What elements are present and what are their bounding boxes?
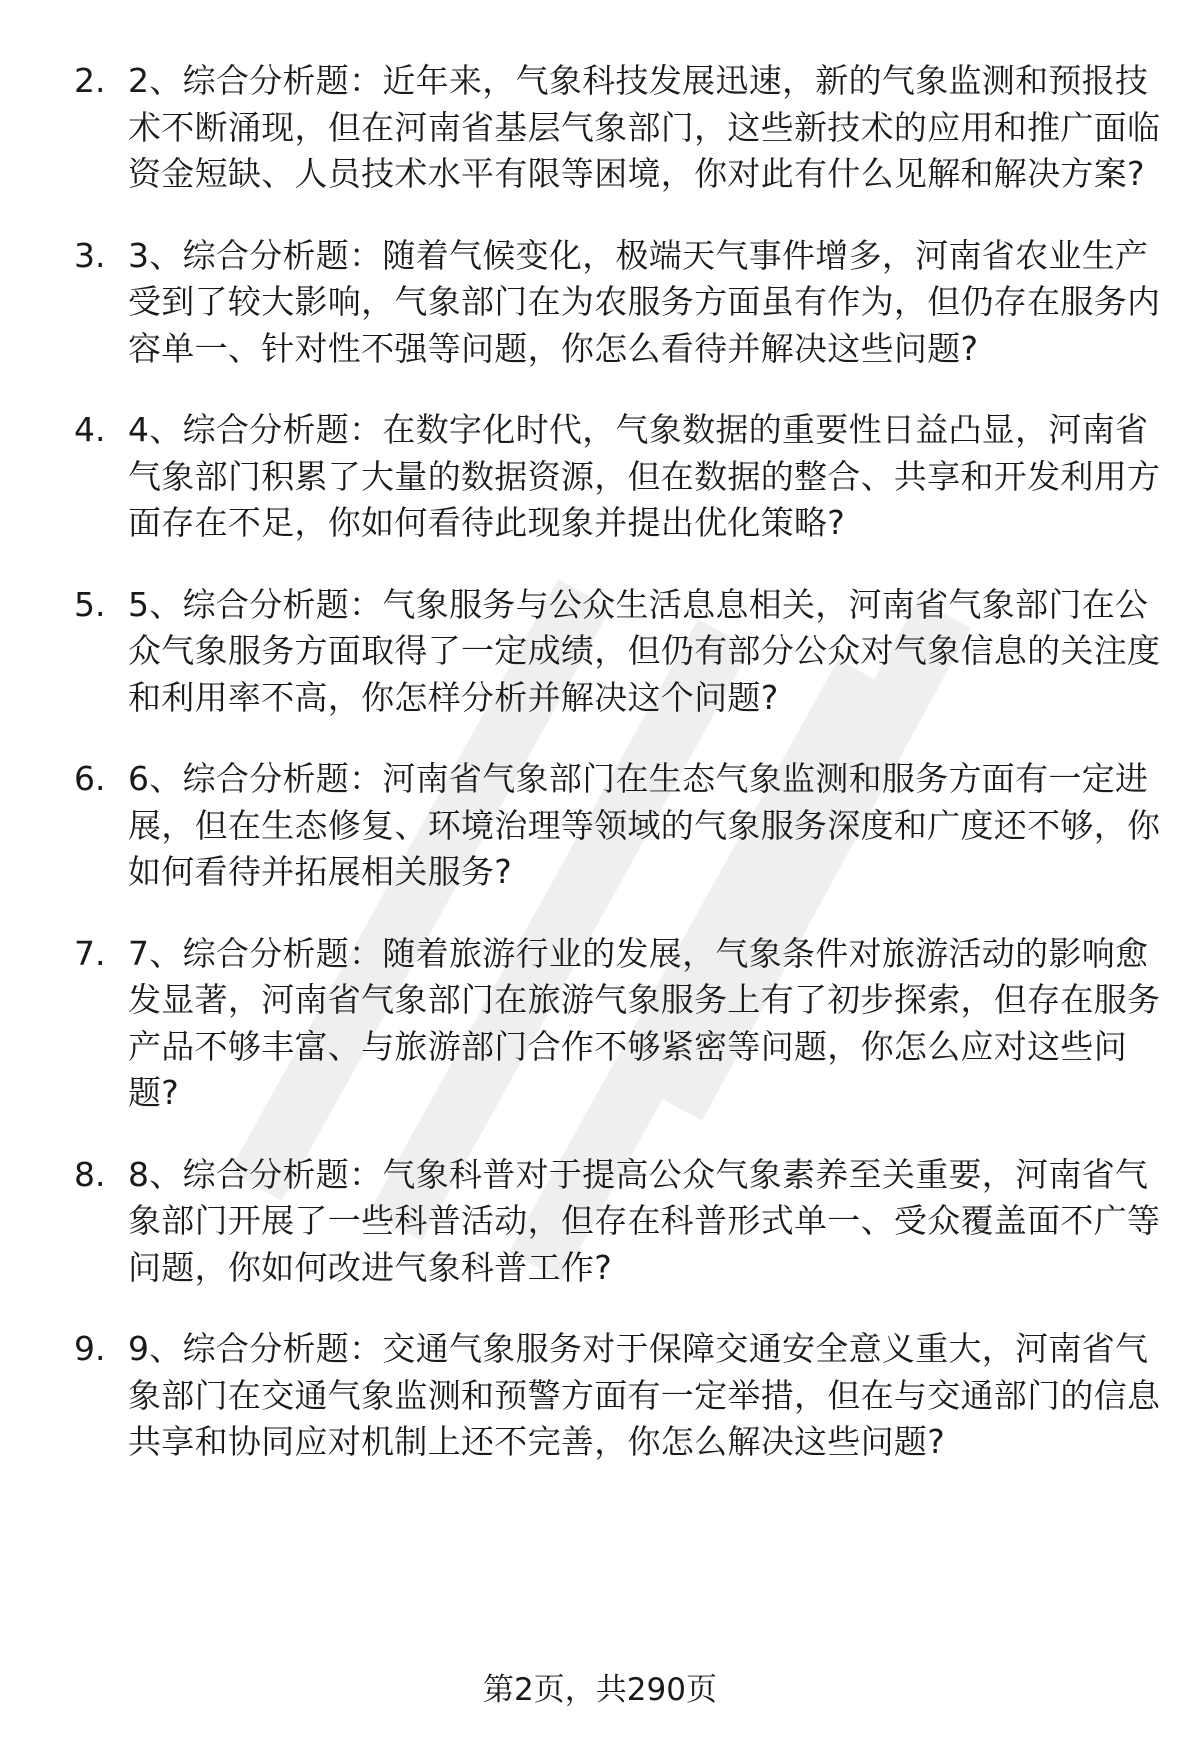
question-text: 6、综合分析题：河南省气象部门在生态气象监测和服务方面有一定进展，但在生态修复、环境治理等领域的气象服务深度和广度还不够，你如何看待并拓展相关服务? <box>128 759 1161 891</box>
question-number: 6. <box>74 759 106 798</box>
question-item <box>0 582 1200 722</box>
question-text: 3、综合分析题：随着气候变化，极端天气事件增多，河南省农业生产受到了较大影响，气象部门在为农服务方面虽有作为，但仍存在服务内容单一、针对性不强等问题，你怎么看待并解决这些问题? <box>128 235 1161 368</box>
question-item <box>0 407 1200 547</box>
question-text: 7、综合分析题：随着旅游行业的发展，气象条件对旅游活动的影响愈发显著，河南省气象部门在旅游气象服务上有了初步探索，但存在服务产品不够丰富、与旅游部门合作不够紧密等问题，你怎么应对这些问题? <box>128 933 1161 1112</box>
question-number: 5. <box>74 584 106 624</box>
question-item <box>0 1326 1200 1466</box>
question-number: 9. <box>74 1329 106 1368</box>
question-item <box>0 233 1200 373</box>
question-text: 9、综合分析题：交通气象服务对于保障交通安全意义重大，河南省气象部门在交通气象监测和预警方面有一定举措，但在与交通部门的信息共享和协同应对机制上还不完善，你怎么解决这些问题? <box>128 1329 1161 1461</box>
question-text: 8、综合分析题：气象科普对于提高公众气象素养至关重要，河南省气象部门开展了一些科普活动，但存在科普形式单一、受众覆盖面不广等问题，你如何改进气象科普工作? <box>128 1154 1161 1287</box>
question-number: 4. <box>74 410 106 449</box>
question-number: 2. <box>74 61 106 100</box>
question-number: 7. <box>74 933 106 973</box>
question-item <box>0 58 1200 198</box>
question-text: 2、综合分析题：近年来，气象科技发展迅速，新的气象监测和预报技术不断涌现，但在河南省基层气象部门，这些新技术的应用和推广面临资金短缺、人员技术水平有限等困境，你对此有什么见解和解决方案? <box>128 61 1161 193</box>
question-list <box>0 58 1200 1501</box>
question-item <box>0 756 1200 896</box>
question-number: 8. <box>74 1154 106 1194</box>
question-item <box>0 931 1200 1117</box>
question-text: 4、综合分析题：在数字化时代，气象数据的重要性日益凸显，河南省气象部门积累了大量的数据资源，但在数据的整合、共享和开发利用方面存在不足，你如何看待此现象并提出优化策略? <box>128 410 1161 542</box>
page-footer: 第2页，共290页 <box>483 1672 717 1708</box>
question-number: 3. <box>74 235 106 275</box>
question-item <box>0 1152 1200 1292</box>
question-text: 5、综合分析题：气象服务与公众生活息息相关，河南省气象部门在公众气象服务方面取得了一定成绩，但仍有部分公众对气象信息的关注度和利用率不高，你怎样分析并解决这个问题? <box>128 584 1161 717</box>
